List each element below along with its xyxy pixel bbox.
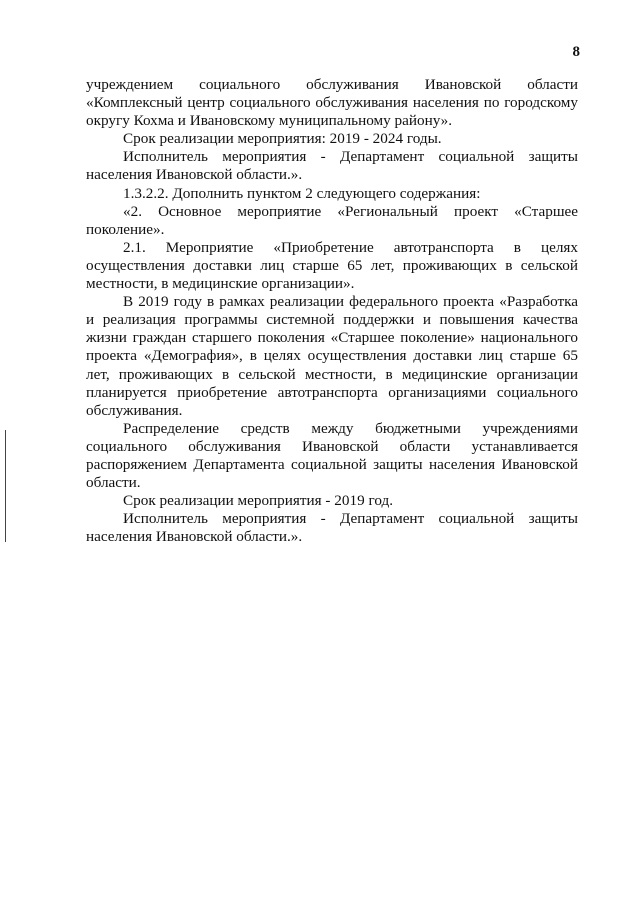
paragraph-main-measure: «2. Основное мероприятие «Региональный проект «Старшее поколение».: [86, 202, 578, 238]
document-body: [86, 76, 578, 546]
paragraph-amendment: 1.3.2.2. Дополнить пунктом 2 следующего содержания:: [123, 184, 481, 202]
paragraph-continuation: учреждением социального обслуживания Ивановской области «Комплексный центр социального обслуживания населения по городскому округу Кохма и Ивановскому муниципальному району».: [86, 76, 578, 130]
scan-margin-line: [5, 430, 6, 542]
paragraph-distribution: Распределение средств между бюджетными учреждениями социального обслуживания Ивановской области устанавливается распоряжением Департамента социальной защиты населения Ивановской области.: [86, 419, 578, 492]
paragraph-executor: Исполнитель мероприятия - Департамент социальной защиты населения Ивановской области.».: [86, 148, 578, 184]
paragraph-measure-2-1: 2.1. Мероприятие «Приобретение автотранспорта в целях осуществления доставки лиц старше 65 лет, проживающих в сельской местности, в медицинские организации».: [86, 238, 578, 293]
paragraph-federal-project: В 2019 году в рамках реализации федерального проекта «Разработка и реализация программы системной поддержки и повышения качества жизни граждан старшего поколения «Старшее поколение» национального проекта «Демография», в целях осуществления доставки лиц старше 65 лет, проживающих в сельской местности, в медицинские организации планируется приобретение автотранспорта организациями социального обслуживания.: [86, 293, 578, 419]
paragraph-term-2019: Срок реализации мероприятия - 2019 год.: [123, 492, 393, 510]
page-number: 8: [572, 44, 580, 60]
paragraph-term: Срок реализации мероприятия: 2019 - 2024 годы.: [123, 130, 442, 148]
paragraph-executor-final: Исполнитель мероприятия - Департамент социальной защиты населения Ивановской области.».: [86, 510, 578, 546]
